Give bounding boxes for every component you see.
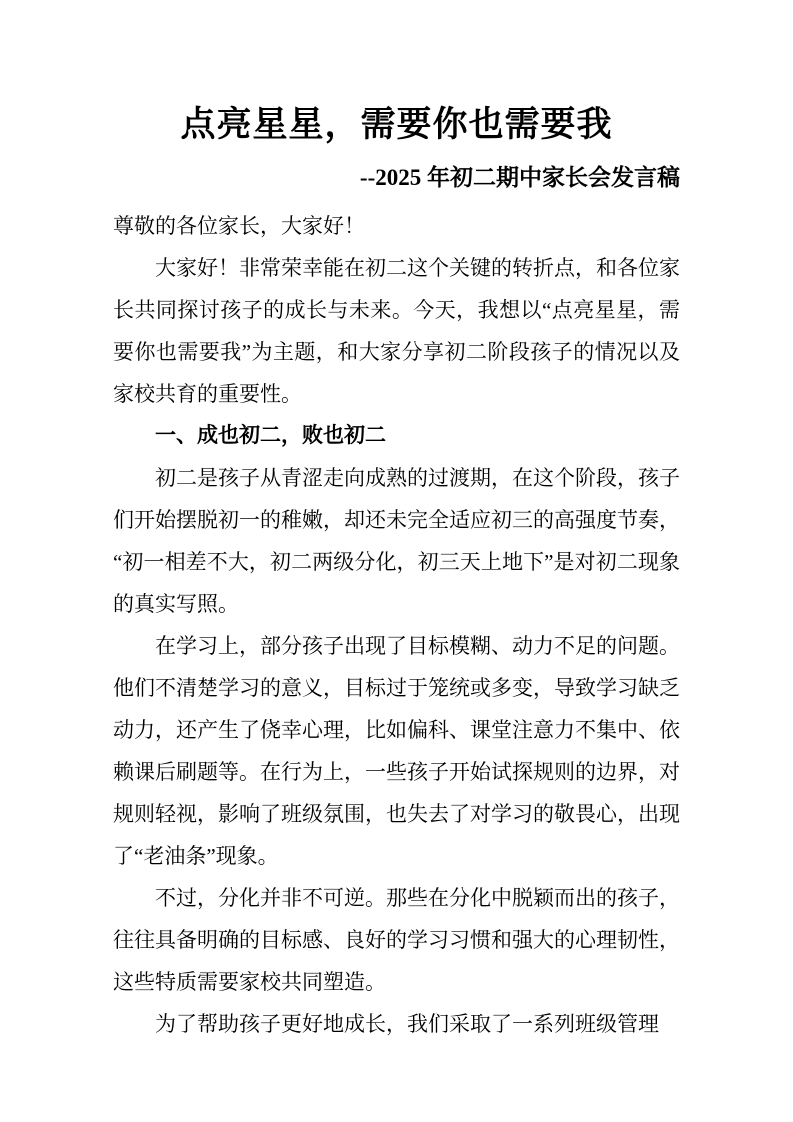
body-paragraph: 为了帮助孩子更好地成长，我们采取了一系列班级管理 [155, 1012, 659, 1036]
salutation-line: 尊敬的各位家长，大家好！ [113, 214, 365, 238]
document-body [113, 205, 680, 1045]
body-paragraph: 在学习上，部分孩子出现了目标模糊、动力不足的问题。他们不清楚学习的意义，目标过于笼统或多变，导致学习缺乏动力，还产生了侥幸心理，比如偏科、课堂注意力不集中、依赖课后刷题等。在行为上，一些孩子开始试探规则的边界，对规则轻视，影响了班级氛围，也失去了对学习的敬畏心，出现了“老油条”现象。 [113, 634, 680, 868]
body-paragraph: 不过，分化并非不可逆。那些在分化中脱颖而出的孩子，往往具备明确的目标感、良好的学习习惯和强大的心理韧性，这些特质需要家校共同塑造。 [113, 886, 680, 994]
document-subtitle: --2025 年初二期中家长会发言稿 [359, 165, 680, 190]
body-paragraph: 大家好！非常荣幸能在初二这个关键的转折点，和各位家长共同探讨孩子的成长与未来。今天，我想以“点亮星星，需要你也需要我”为主题，和大家分享初二阶段孩子的情况以及家校共育的重要性。 [113, 256, 680, 406]
body-paragraph: 初二是孩子从青涩走向成熟的过渡期，在这个阶段，孩子们开始摆脱初一的稚嫩，却还未完全适应初三的高强度节奏，“初一相差不大，初二两级分化，初三天上地下”是对初二现象的真实写照。 [113, 466, 680, 616]
section-heading: 一、成也初二，败也初二 [155, 424, 386, 447]
document-title: 点亮星星，需要你也需要我 [180, 105, 613, 144]
